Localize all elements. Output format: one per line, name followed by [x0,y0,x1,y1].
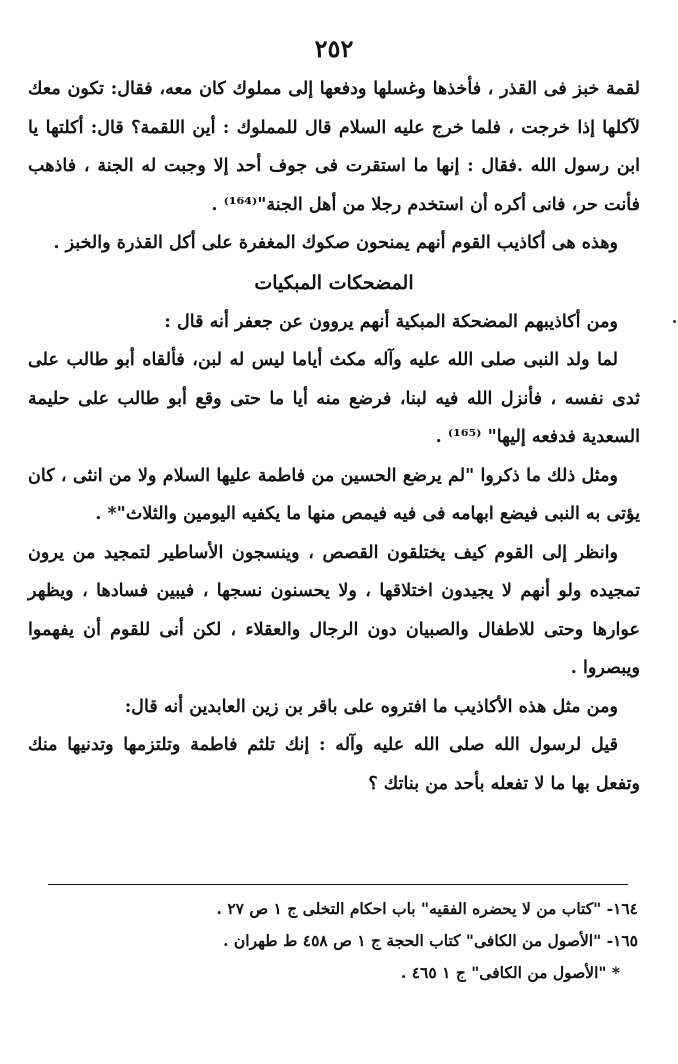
paragraph-jafar-intro: ومن أكاذيبهم المضحكة المبكية أنهم يروون عن جعفر أنه قال : [164,310,618,332]
margin-mark [673,320,676,323]
footnotes [48,893,648,989]
footnote-divider [48,884,628,885]
page-number: ٢٥٢ [314,34,354,63]
paragraph-lies-summary: وهذه هى أكاذيب القوم أنهم يمنحون صكوك المغفرة على أكل القذرة والخبز . [53,232,618,253]
body-text [28,70,640,803]
paragraph-baqir-intro: ومن مثل هذه الأكاذيب ما افتروه على باقر بن زين العابدين أنه قال: [124,695,618,717]
paragraph-abu-talib-narration: لما ولد النبى صلى الله عليه وآله مكث أياما ليس له لبن، فألقاه أبو طالب على ثدى نفسه ، فأنزل الله فيه لبنا، فرضع منه أيا ما حتى وقع أبو طالب على حليمة السعدية فدفعه إليها" ⁽¹⁶⁵⁾ . [28,349,640,447]
paragraph-husayn-narration: ومثل ذلك ما ذكروا "لم يرضع الحسين من فاطمة عليها السلام ولا من انثى ، كان يؤتى به النبى فيضع ابهامه فى فيه فيمص منها ما يكفيه اليومين والثلاث"* . [28,464,640,524]
paragraph-fatima-narration: قيل لرسول الله صلى الله عليه وآله : إنك تلثم فاطمة وتلتزمها وتدنيها منك وتفعل بها ما لا تفعله بأحد من بناتك ؟ [28,734,640,794]
section-heading: المضحكات المبكيات [254,271,414,294]
footnote-star: * "الأصول من الكافى" ج ١ ٤٦٥ . [400,963,620,982]
paragraph-fabrication-critique: وانظر إلى القوم كيف يختلقون القصص ، وينسجون الأساطير لتمجيد من يرون تمجيده ولو أنهم لا يجيدون اختلاقها ، ولا يحسنون نسجها ، فيبين فسادها ، ويظهر عوارها وحتى للاطفال والصبيان دون الرجال والعقلاء ، لكن أنى للقوم أن يفهموا ويبصروا . [28,541,640,678]
paragraph-lukma-story-end: لقمة خبز فى القذر ، فأخذها وغسلها ودفعها إلى مملوك كان معه، فقال: تكون معك لآكلها إذا خرجت ، فلما خرج عليه السلام قال للمملوك : أين اللقمة؟ قال: أكلتها يا ابن رسول الله .فقال : إنها ما استقرت فى جوف أحد إلا وجبت له الجنة ، فاذهب فأنت حر، فانى أكره أن استخدم رجلا من أهل الجنة"⁽¹⁶⁴⁾ . [28,78,640,215]
document-page [28,34,640,803]
footnote-164: ١٦٤- "كتاب من لا يحضره الفقيه" باب احكام التخلى ج ١ ص ٢٧ . [216,899,638,918]
footnote-165: ١٦٥- "الأصول من الكافى" كتاب الحجة ج ١ ص ٤٥٨ ط طهران . [223,931,638,950]
